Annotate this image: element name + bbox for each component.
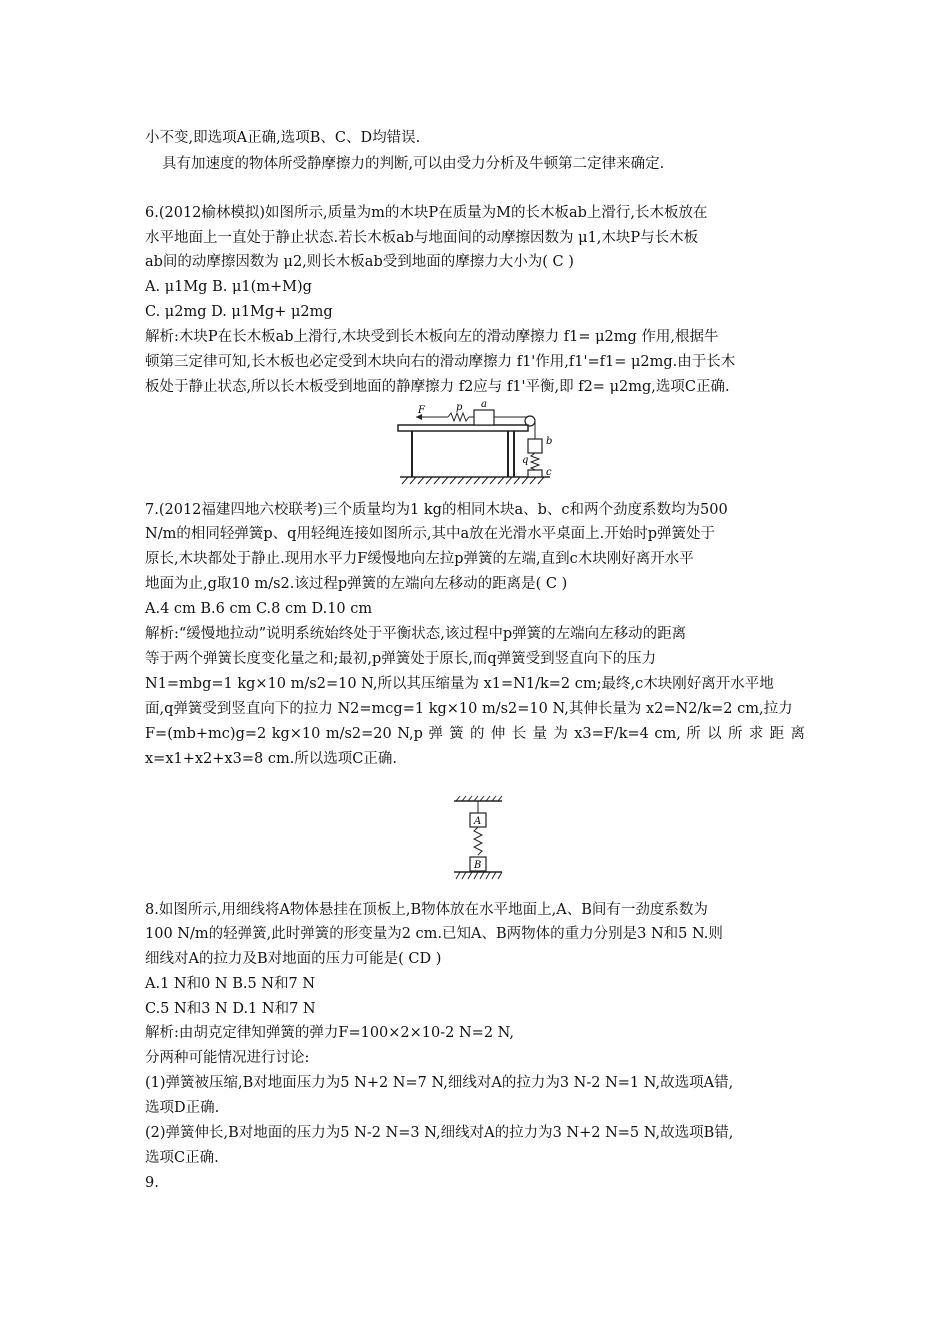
spring-p-label: p [456,402,463,413]
option-line: A.4 cm B.6 cm C.8 cm D.10 cm [145,601,373,617]
analysis-line: 选项C正确. [145,1150,219,1166]
analysis-line: (2)弹簧伸长,B对地面的压力为5 N-2 N=3 N,细线对A的拉力为3 N+2 N=5 N,故选项B错, [145,1125,734,1141]
block-A-label: A [474,816,482,827]
text-line: ab间的动摩擦因数为 μ2,则长木板ab受到地面的摩擦力大小为( C ) [145,254,574,270]
text-line: 具有加速度的物体所受静摩擦力的判断,可以由受力分析及牛顿第二定律来确定. [162,156,665,172]
analysis-line: 解析:木块P在长木板ab上滑行,木块受到长木板向左的滑动摩擦力 f1= μ2mg 作用,根据牛 [145,329,719,345]
question-9-number: 9. [145,1175,159,1191]
question-8-stem: 8.如图所示,用细线将A物体悬挂在顶板上,B物体放在水平地面上,A、B间有一劲度系数为 [145,902,708,918]
analysis-line: 分两种可能情况进行讨论: [145,1050,310,1066]
question-7-stem: 7.(2012福建四地六校联考)三个质量均为1 kg的相同木块a、b、c和两个劲度系数均为500 [145,502,728,518]
force-label: F [418,405,425,416]
analysis-line: (1)弹簧被压缩,B对地面压力为5 N+2 N=7 N,细线对A的拉力为3 N-2 N=1 N,故选项A错, [145,1075,734,1091]
option-line: A. μ1Mg B. μ1(m+M)g [145,279,312,295]
block-a-label: a [481,399,487,410]
spring-q-label: q [522,455,529,466]
analysis-line: N1=mbg=1 kg×10 m/s2=10 N,所以其压缩量为 x1=N1/k=2 cm;最终,c木块刚好离开水平地 [145,676,774,692]
option-line: C.5 N和3 N D.1 N和7 N [145,1001,316,1017]
text-line: 水平地面上一直处于静止状态.若长木板ab与地面间的动摩擦因数为 μ1,木块P与长木板 [145,230,699,246]
analysis-line: 解析:由胡克定律知弹簧的弹力F=100×2×10-2 N=2 N, [145,1025,515,1041]
hanging-spring-figure [450,795,506,881]
text-line: N/m的相同轻弹簧p、q用轻绳连接如图所示,其中a放在光滑水平桌面上.开始时p弹簧处于 [145,526,716,542]
analysis-line: 等于两个弹簧长度变化量之和;最初,p弹簧处于原长,而q弹簧受到竖直向下的压力 [145,651,657,667]
text-line: 100 N/m的轻弹簧,此时弹簧的形变量为2 cm.已知A、B两物体的重力分别是3 N和5 N.则 [145,926,723,942]
table-pulley-figure [390,395,560,485]
analysis-line: 板处于静止状态,所以长木板受到地面的静摩擦力 f2应与 f1'平衡,即 f2= μ2mg,选项C正确. [145,379,730,395]
text-line: 地面为止,g取10 m/s2.该过程p弹簧的左端向左移动的距离是( C ) [145,576,568,592]
block-B-label: B [474,860,482,871]
analysis-line: 面,q弹簧受到竖直向下的拉力 N2=mcg=1 kg×10 m/s2=10 N,其伸长量为 x2=N2/k=2 cm,拉力 [145,701,793,717]
analysis-line: 选项D正确. [145,1100,220,1116]
question-6-stem: 6.(2012榆林模拟)如图所示,质量为m的木块P在质量为M的长木板ab上滑行,长木板放在 [145,205,708,221]
analysis-line: 顿第三定律可知,长木板也必定受到木块向右的滑动摩擦力 f1'作用,f1'=f1= μ2mg.由于长木 [145,354,736,370]
analysis-line: F=(mb+mc)g=2 kg×10 m/s2=20 N,p 弹 簧 的 伸 长 量 为 x3=F/k=4 cm, 所 以 所 求 距 离 [145,726,805,742]
block-c-label: c [546,467,552,478]
option-line: C. μ2mg D. μ1Mg+ μ2mg [145,304,333,320]
block-b-label: b [546,436,553,447]
analysis-line: 解析:“缓慢地拉动”说明系统始终处于平衡状态,该过程中p弹簧的左端向左移动的距离 [145,626,687,642]
text-line: 细线对A的拉力及B对地面的压力可能是( CD ) [145,951,442,967]
text-line: 小不变,即选项A正确,选项B、C、D均错误. [145,130,421,146]
option-line: A.1 N和0 N B.5 N和7 N [145,976,316,992]
text-line: 原长,木块都处于静止.现用水平力F缓慢地向左拉p弹簧的左端,直到c木块刚好离开水平 [145,551,694,567]
analysis-line: x=x1+x2+x3=8 cm.所以选项C正确. [145,751,398,767]
